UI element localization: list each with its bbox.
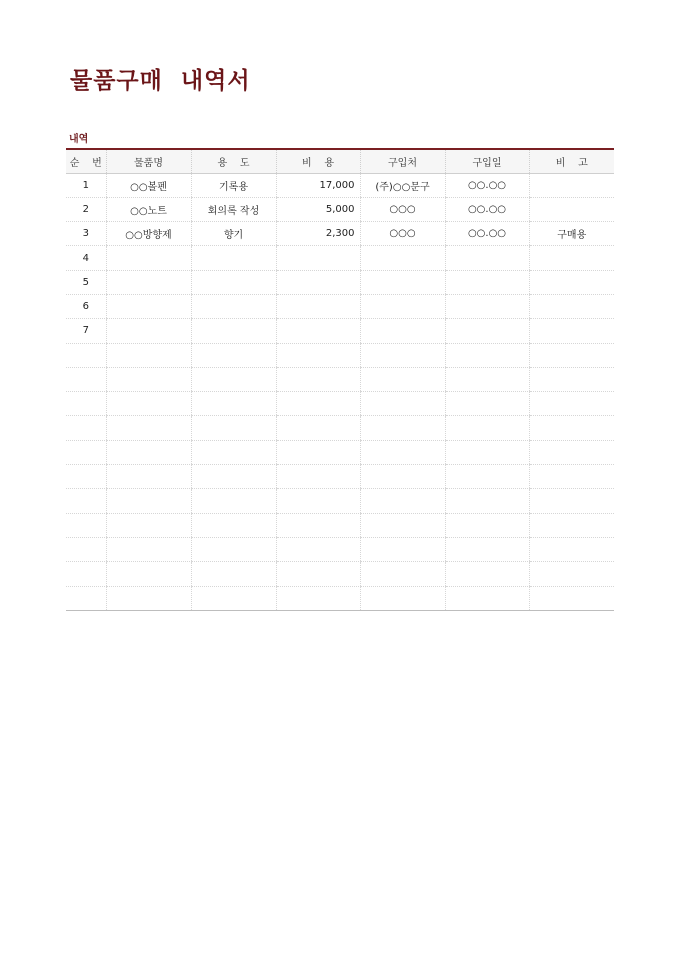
table-header-row: [66, 149, 614, 173]
cell-no: [66, 392, 106, 416]
cell-purpose: [191, 513, 276, 537]
cell-item-name: [106, 416, 191, 440]
cell-purchase-date: [445, 367, 529, 391]
section-title: 내역: [69, 134, 89, 145]
cell-item-name: [106, 343, 191, 367]
cell-no: 3: [66, 222, 106, 246]
cell-purpose: [191, 367, 276, 391]
cell-vendor: [360, 537, 445, 561]
cell-no: 4: [66, 246, 106, 270]
cell-cost: 5,000: [276, 197, 360, 221]
cell-vendor: [360, 440, 445, 464]
cell-item-name: [106, 537, 191, 561]
cell-cost: [276, 319, 360, 343]
cell-vendor: [360, 586, 445, 610]
cell-purchase-date: [445, 319, 529, 343]
cell-vendor: [360, 367, 445, 391]
cell-vendor: ○○○: [360, 222, 445, 246]
cell-vendor: [360, 416, 445, 440]
cell-purchase-date: [445, 270, 529, 294]
cell-purchase-date: ○○.○○: [445, 222, 529, 246]
header-no: 순 번: [66, 149, 106, 173]
cell-remarks: [529, 246, 614, 270]
cell-vendor: [360, 343, 445, 367]
cell-purpose: [191, 489, 276, 513]
cell-cost: 17,000: [276, 173, 360, 197]
cell-remarks: 구매용: [529, 222, 614, 246]
cell-vendor: [360, 489, 445, 513]
cell-item-name: [106, 392, 191, 416]
cell-remarks: [529, 319, 614, 343]
cell-purchase-date: [445, 416, 529, 440]
cell-purchase-date: [445, 294, 529, 318]
cell-item-name: [106, 562, 191, 586]
cell-item-name: [106, 513, 191, 537]
cell-no: 5: [66, 270, 106, 294]
cell-no: [66, 465, 106, 489]
cell-remarks: [529, 294, 614, 318]
cell-item-name: [106, 319, 191, 343]
table-row: [66, 343, 614, 367]
table-row: [66, 416, 614, 440]
cell-purpose: [191, 392, 276, 416]
cell-purchase-date: [445, 586, 529, 610]
cell-purchase-date: [445, 246, 529, 270]
cell-remarks: [529, 537, 614, 561]
cell-purpose: [191, 319, 276, 343]
cell-no: [66, 343, 106, 367]
cell-remarks: [529, 440, 614, 464]
cell-item-name: [106, 586, 191, 610]
cell-no: [66, 440, 106, 464]
cell-item-name: [106, 440, 191, 464]
cell-purchase-date: ○○.○○: [445, 173, 529, 197]
cell-vendor: [360, 562, 445, 586]
cell-cost: [276, 246, 360, 270]
cell-purpose: [191, 562, 276, 586]
table-row: [66, 222, 614, 246]
cell-cost: [276, 392, 360, 416]
cell-no: [66, 537, 106, 561]
header-vendor: 구입처: [360, 149, 445, 173]
cell-purpose: [191, 270, 276, 294]
cell-purpose: [191, 465, 276, 489]
cell-no: 1: [66, 173, 106, 197]
cell-remarks: [529, 586, 614, 610]
cell-cost: [276, 367, 360, 391]
table-row: [66, 392, 614, 416]
header-cost: 비 용: [276, 149, 360, 173]
cell-item-name: [106, 489, 191, 513]
cell-cost: [276, 537, 360, 561]
table-body: [66, 173, 614, 610]
cell-remarks: [529, 343, 614, 367]
table-row: [66, 246, 614, 270]
cell-no: [66, 416, 106, 440]
cell-no: 2: [66, 197, 106, 221]
cell-vendor: [360, 319, 445, 343]
cell-remarks: [529, 367, 614, 391]
cell-purchase-date: [445, 440, 529, 464]
cell-vendor: (주)○○문구: [360, 173, 445, 197]
header-purpose: 용 도: [191, 149, 276, 173]
cell-remarks: [529, 465, 614, 489]
cell-purchase-date: [445, 513, 529, 537]
header-purchase-date: 구입일: [445, 149, 529, 173]
cell-cost: [276, 270, 360, 294]
cell-purpose: 향기: [191, 222, 276, 246]
cell-remarks: [529, 562, 614, 586]
cell-cost: [276, 294, 360, 318]
cell-item-name: ○○볼펜: [106, 173, 191, 197]
cell-purchase-date: [445, 537, 529, 561]
cell-item-name: ○○노트: [106, 197, 191, 221]
cell-vendor: [360, 465, 445, 489]
cell-item-name: ○○방향제: [106, 222, 191, 246]
cell-purchase-date: [445, 562, 529, 586]
cell-purpose: [191, 294, 276, 318]
table-row: [66, 294, 614, 318]
cell-remarks: [529, 489, 614, 513]
cell-no: [66, 586, 106, 610]
cell-vendor: [360, 246, 445, 270]
header-remarks: 비 고: [529, 149, 614, 173]
cell-vendor: [360, 513, 445, 537]
cell-remarks: [529, 392, 614, 416]
table-row: [66, 465, 614, 489]
cell-purchase-date: [445, 489, 529, 513]
cell-cost: 2,300: [276, 222, 360, 246]
table-row: [66, 270, 614, 294]
cell-remarks: [529, 270, 614, 294]
cell-purpose: 회의록 작성: [191, 197, 276, 221]
cell-cost: [276, 440, 360, 464]
table-row: [66, 537, 614, 561]
table-row: [66, 586, 614, 610]
cell-purpose: [191, 537, 276, 561]
cell-no: 6: [66, 294, 106, 318]
cell-vendor: [360, 294, 445, 318]
cell-purchase-date: [445, 343, 529, 367]
table-row: [66, 440, 614, 464]
cell-no: 7: [66, 319, 106, 343]
purchase-table: [66, 148, 614, 611]
cell-vendor: [360, 392, 445, 416]
table-row: [66, 489, 614, 513]
cell-cost: [276, 513, 360, 537]
table-row: [66, 562, 614, 586]
cell-item-name: [106, 270, 191, 294]
cell-purchase-date: [445, 465, 529, 489]
cell-remarks: [529, 173, 614, 197]
cell-vendor: [360, 270, 445, 294]
cell-cost: [276, 465, 360, 489]
cell-item-name: [106, 367, 191, 391]
cell-cost: [276, 562, 360, 586]
table-row: [66, 319, 614, 343]
cell-item-name: [106, 246, 191, 270]
cell-no: [66, 367, 106, 391]
cell-remarks: [529, 513, 614, 537]
header-item-name: 물품명: [106, 149, 191, 173]
table-row: [66, 367, 614, 391]
cell-purchase-date: ○○.○○: [445, 197, 529, 221]
cell-purpose: [191, 416, 276, 440]
cell-cost: [276, 343, 360, 367]
cell-purpose: [191, 440, 276, 464]
cell-no: [66, 513, 106, 537]
cell-remarks: [529, 197, 614, 221]
cell-no: [66, 489, 106, 513]
table-row: [66, 513, 614, 537]
cell-cost: [276, 416, 360, 440]
cell-remarks: [529, 416, 614, 440]
cell-purpose: 기록용: [191, 173, 276, 197]
page-title: 물품구매 내역서: [70, 68, 251, 94]
cell-item-name: [106, 294, 191, 318]
cell-cost: [276, 586, 360, 610]
cell-purpose: [191, 246, 276, 270]
table-row: [66, 173, 614, 197]
cell-purchase-date: [445, 392, 529, 416]
table-row: [66, 197, 614, 221]
cell-purpose: [191, 586, 276, 610]
cell-cost: [276, 489, 360, 513]
cell-no: [66, 562, 106, 586]
cell-purpose: [191, 343, 276, 367]
cell-item-name: [106, 465, 191, 489]
cell-vendor: ○○○: [360, 197, 445, 221]
